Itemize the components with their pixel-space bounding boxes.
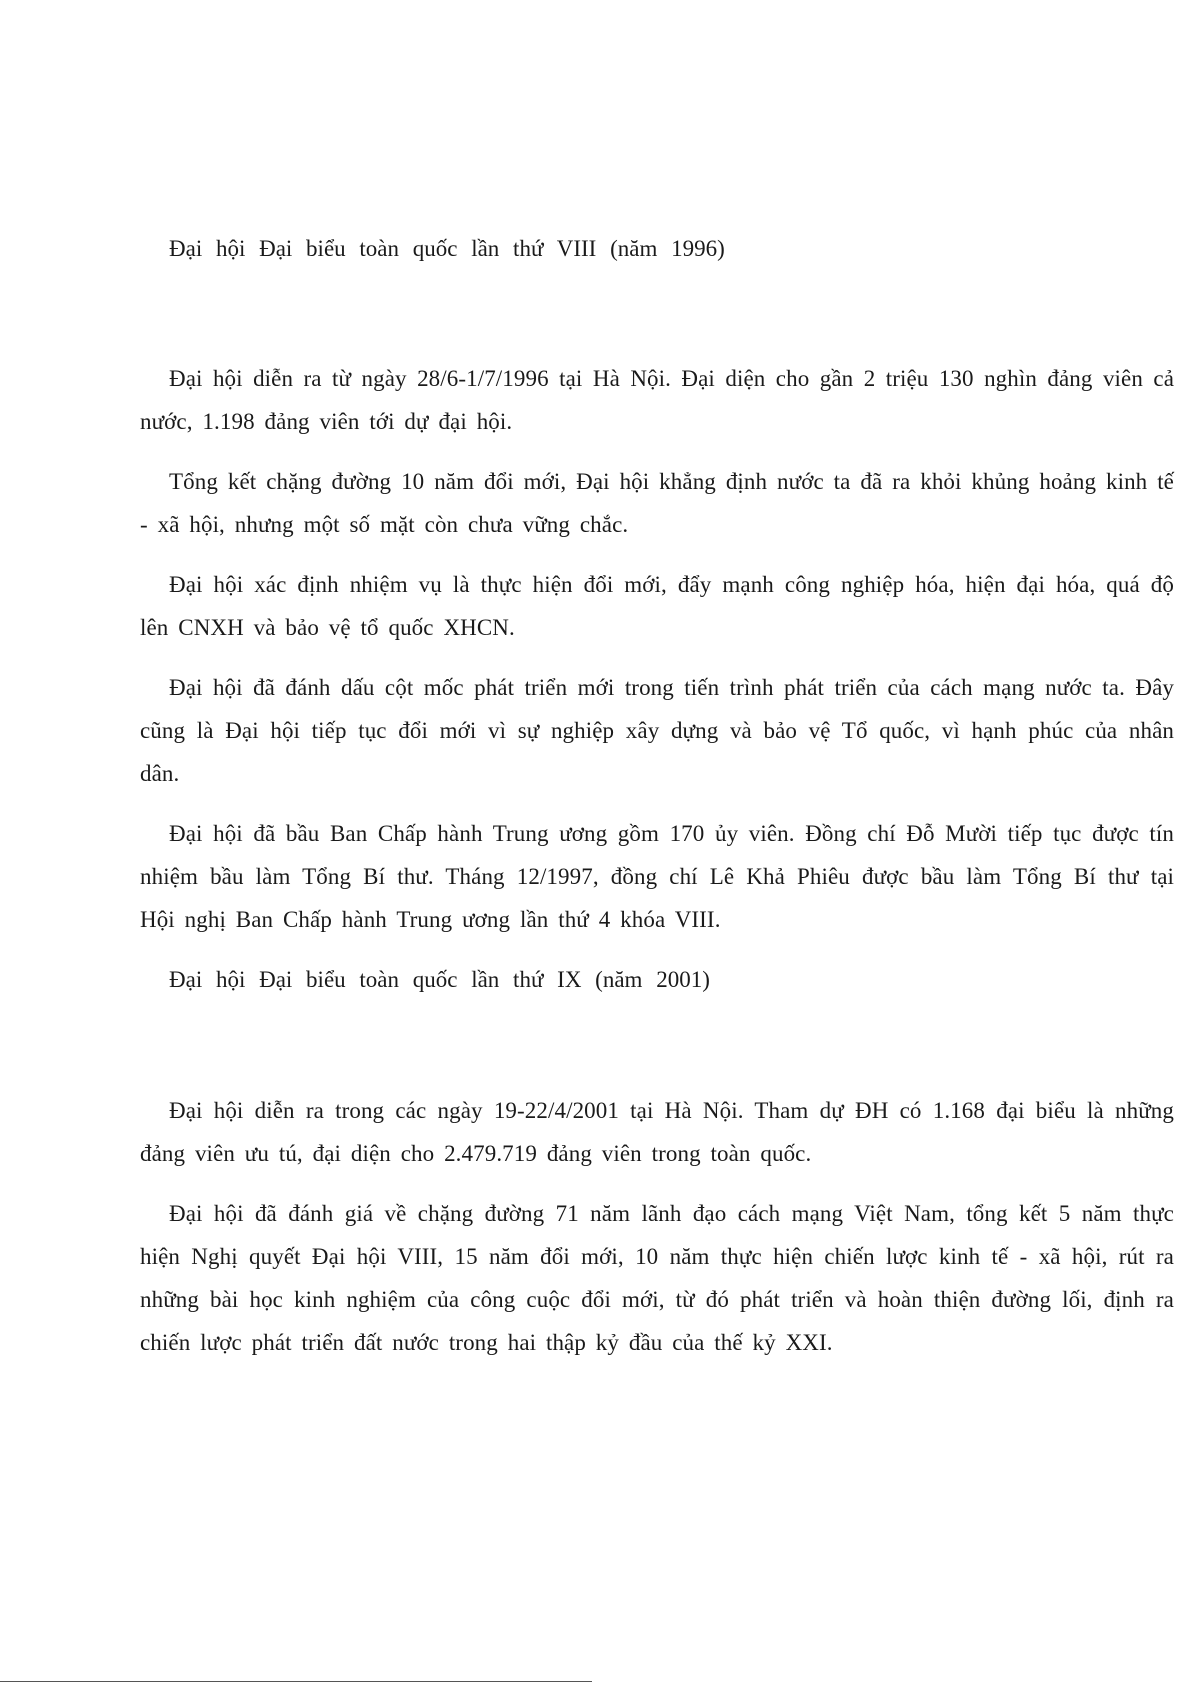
paragraph-viii-5: Đại hội đã bầu Ban Chấp hành Trung ương gồm 170 ủy viên. Đồng chí Đỗ Mười tiếp tục được tín nhiệm bầu làm Tổng Bí thư. Tháng 12/1997, đồng chí Lê Khả Phiêu được bầu làm Tổng Bí thư tại Hội nghị Ban Chấp hành Trung ương lần thứ 4 khóa VIII. xyxy=(140,821,1174,932)
footnote-divider xyxy=(0,1681,592,1682)
section-heading-viii: Đại hội Đại biểu toàn quốc lần thứ VIII (năm 1996) xyxy=(169,236,725,261)
paragraph-ix-2: Đại hội đã đánh giá về chặng đường 71 năm lãnh đạo cách mạng Việt Nam, tổng kết 5 năm thực hiện Nghị quyết Đại hội VIII, 15 năm đổi mới, 10 năm thực hiện chiến lược kinh tế - xã hội, rút ra những bài học kinh nghiệm của công cuộc đổi mới, từ đó phát triển và hoàn thiện đường lối, định ra chiến lược phát triển đất nước trong hai thập kỷ đầu của thế kỷ XXI. xyxy=(140,1201,1174,1355)
section-heading-ix: Đại hội Đại biểu toàn quốc lần thứ IX (năm 2001) xyxy=(169,967,710,992)
paragraph-ix-1: Đại hội diễn ra trong các ngày 19-22/4/2001 tại Hà Nội. Tham dự ĐH có 1.168 đại biểu là những đảng viên ưu tú, đại diện cho 2.479.719 đảng viên trong toàn quốc. xyxy=(140,1098,1174,1166)
paragraph-viii-4: Đại hội đã đánh dấu cột mốc phát triển mới trong tiến trình phát triển của cách mạng nước ta. Đây cũng là Đại hội tiếp tục đổi mới vì sự nghiệp xây dựng và bảo vệ Tổ quốc, vì hạnh phúc của nhân dân. xyxy=(140,675,1174,786)
paragraph-viii-2: Tổng kết chặng đường 10 năm đổi mới, Đại hội khẳng định nước ta đã ra khỏi khủng hoảng kinh tế - xã hội, nhưng một số mặt còn chưa vững chắc. xyxy=(140,469,1174,537)
paragraph-viii-3: Đại hội xác định nhiệm vụ là thực hiện đổi mới, đẩy mạnh công nghiệp hóa, hiện đại hóa, quá độ lên CNXH và bảo vệ tổ quốc XHCN. xyxy=(140,572,1174,640)
paragraph-viii-1: Đại hội diễn ra từ ngày 28/6-1/7/1996 tại Hà Nội. Đại diện cho gần 2 triệu 130 nghìn đảng viên cả nước, 1.198 đảng viên tới dự đại hội. xyxy=(140,366,1174,434)
